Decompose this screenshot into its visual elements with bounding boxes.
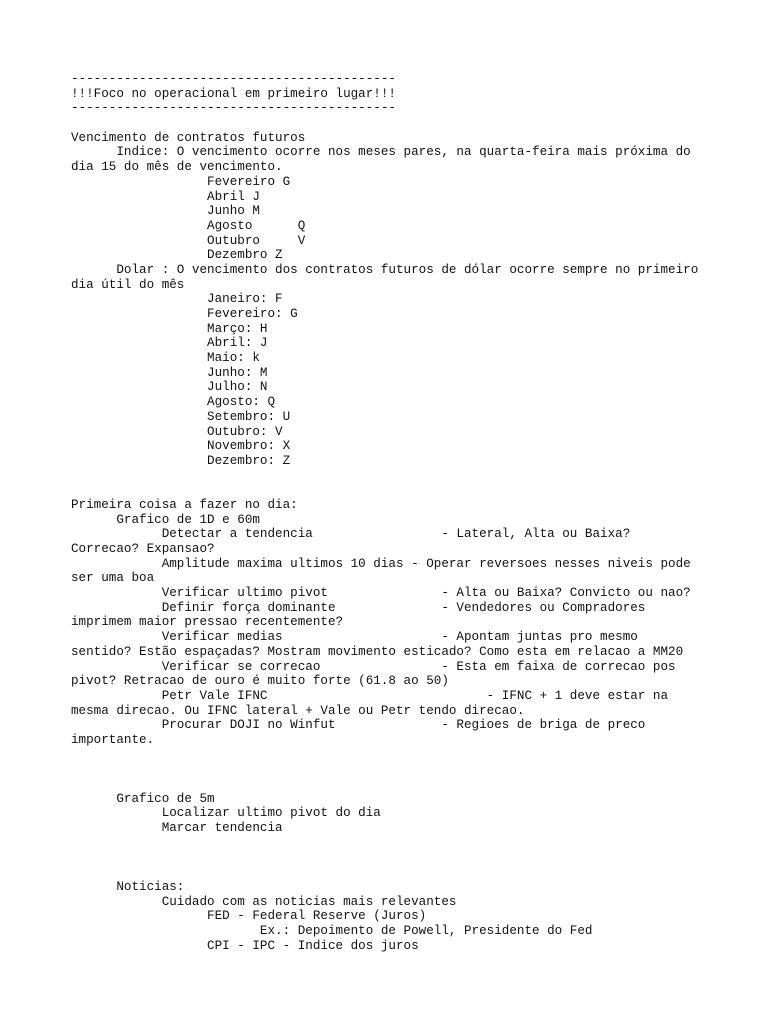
document-line: Verificar se correcao - Esta em faixa de correcao pos [71,659,676,674]
document-line: Fevereiro G [71,174,291,189]
document-line: ------------------------------------------- [71,101,396,116]
document-line: Agosto Q [71,218,306,233]
document-line: Grafico de 1D e 60m [71,512,260,527]
document-line: sentido? Estão espaçadas? Mostram movimento esticado? Como esta em relacao a MM20 [71,644,684,659]
document-line: Outubro V [71,233,306,248]
document-line [71,777,711,792]
document-line: Procurar DOJI no Winfut - Regioes de briga de preco [71,718,646,733]
document-line: Outubro: V [71,424,283,439]
document-line: FED - Federal Reserve (Juros) [71,909,427,924]
document-line: Dezembro: Z [71,453,291,468]
document-line [71,748,711,763]
document-line: CPI - IPC - Indice dos juros [71,938,419,953]
document-line [71,469,711,484]
document-line: Grafico de 5m [71,791,215,806]
document-line: Vencimento de contratos futuros [71,130,306,145]
document-line: Julho: N [71,380,268,395]
document-line: Primeira coisa a fazer no dia: [71,497,298,512]
document-line [71,836,711,851]
document-line: Noticias: [71,879,185,894]
document-line: !!!Foco no operacional em primeiro lugar!!! [71,86,396,101]
document-line: Fevereiro: G [71,307,298,321]
document-line: Abril: J [71,336,268,351]
document-line [71,483,711,498]
document-line: ------------------------------------------- [71,72,396,86]
document-line: Novembro: X [71,439,291,454]
document-line: Indice: O vencimento ocorre nos meses pares, na quarta-feira mais próxima do [71,145,691,160]
document-line: Definir força dominante - Vendedores ou Compradores [71,600,646,615]
document-line: Março: H [71,321,268,336]
document-line: Setembro: U [71,409,291,424]
document-line [71,116,711,131]
document-line: ser uma boa [71,571,155,586]
document-line: Ex.: Depoimento de Powell, Presidente do Fed [71,923,593,938]
document-line: Junho: M [71,365,268,380]
document-line: Amplitude maxima ultimos 10 dias - Operar reversoes nesses niveis pode [71,556,691,571]
document-line [71,865,711,880]
document-line: Verificar medias - Apontam juntas pro mesmo [71,630,638,645]
document-line: mesma direcao. Ou IFNC lateral + Vale ou Petr tendo direcao. [71,703,525,718]
document-line: Petr Vale IFNC - IFNC + 1 deve estar na [71,688,669,703]
document-line: Dezembro Z [71,248,283,263]
document-line: dia 15 do mês de vencimento. [71,160,283,175]
document-line: Janeiro: F [71,292,283,307]
document-line: imprimem maior pressao recentemente? [71,615,344,630]
document-line: Cuidado com as noticias mais relevantes [71,894,457,909]
document-line: dia útil do mês [71,277,185,292]
document-line: Marcar tendencia [71,821,283,836]
document-line: Correcao? Expansao? [71,542,215,556]
document-line: Junho M [71,204,260,219]
document-text [71,72,711,953]
document-line: Agosto: Q [71,395,276,410]
document-line: importante. [71,732,155,747]
document-line [71,762,711,777]
document-line: Maio: k [71,351,260,366]
document-line: pivot? Retracao de ouro é muito forte (61.8 ao 50) [71,674,449,689]
document-line: Localizar ultimo pivot do dia [71,806,381,821]
document-line: Abril J [71,189,260,204]
document-line: Verificar ultimo pivot - Alta ou Baixa? Convicto ou nao? [71,586,691,601]
document-line: Dolar : O vencimento dos contratos futuros de dólar ocorre sempre no primeiro [71,262,699,277]
document-line [71,850,711,865]
document-line: Detectar a tendencia - Lateral, Alta ou Baixa? [71,527,631,542]
